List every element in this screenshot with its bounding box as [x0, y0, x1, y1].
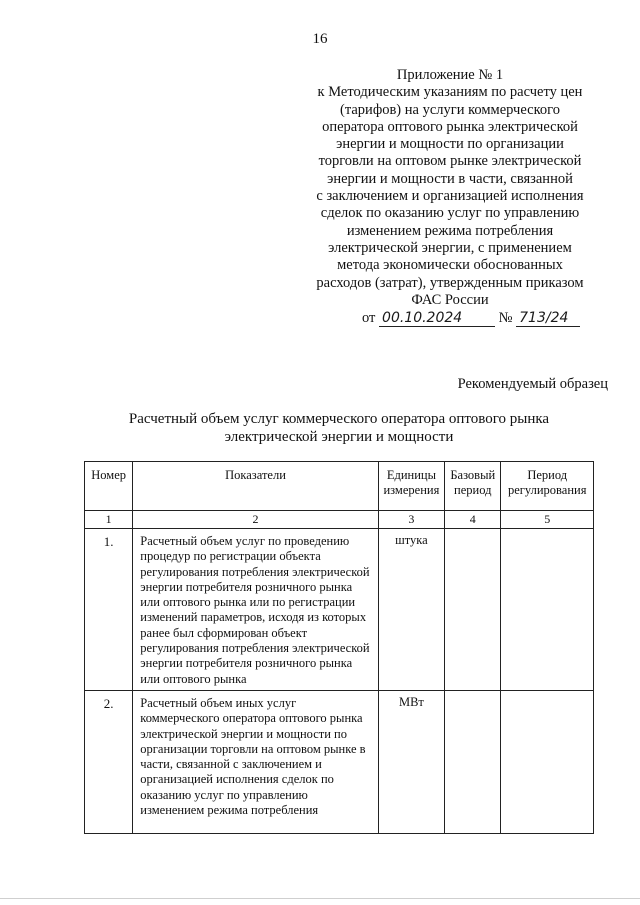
- appendix-line: с заключением и организацией исполнения: [316, 188, 584, 205]
- order-prefix: от: [362, 310, 376, 326]
- column-number: 5: [501, 511, 594, 529]
- row-unit: штука: [378, 529, 444, 691]
- order-number-label: №: [498, 310, 513, 326]
- column-number: 1: [85, 511, 133, 529]
- appendix-line: (тарифов) на услуги коммерческого: [340, 101, 560, 118]
- appendix-line: изменением режима потребления: [346, 222, 554, 239]
- header-regulation-period: Период регулирования: [501, 462, 594, 511]
- appendix-line: сделок по оказанию услуг по управлению: [320, 205, 580, 222]
- recommended-sample-label: Рекомендуемый образец: [457, 376, 608, 392]
- row-regulation-period: [501, 690, 594, 833]
- appendix-line: ФАС России: [411, 291, 489, 308]
- row-indicator: Расчетный объем иных услуг коммерческого оператора оптового рынка электрической энергии и мощности по организации торговли на оптовом рынке в части, связанной с заключением и организацией исполнения сделок по оказанию услуг по управлению изменением режима потребления: [133, 690, 378, 833]
- appendix-block: [300, 67, 600, 309]
- order-number-handwritten: 713/24: [516, 310, 580, 327]
- row-indicator: Расчетный объем услуг по проведению процедур по регистрации объекта регулирования потребления электрической энергии потребителя розничного рынка или оптового рынка или по регистрации изменений параметров, исходя из которых ранее был сформирован объект регулирования потребления электрической энергии потребителя розничного рынка или оптового рынка: [133, 529, 378, 691]
- appendix-line: Приложение № 1: [396, 67, 504, 83]
- appendix-line: энергии и мощности по организации: [336, 136, 564, 153]
- title-line-2: электрической энергии и мощности: [224, 428, 454, 445]
- order-date-handwritten: 00.10.2024: [379, 310, 495, 327]
- column-numbers-row: [85, 511, 594, 529]
- row-unit: МВт: [378, 690, 444, 833]
- order-reference: [362, 310, 580, 327]
- page-edge-divider: [0, 898, 640, 899]
- document-title: [100, 411, 578, 446]
- table-row: [85, 529, 594, 691]
- column-number: 4: [445, 511, 501, 529]
- appendix-line: к Методическим указаниям по расчету цен: [317, 84, 583, 101]
- row-regulation-period: [501, 529, 594, 691]
- table-row: [85, 690, 594, 833]
- appendix-line: электрической энергии, с применением: [328, 239, 572, 256]
- column-number: 2: [133, 511, 378, 529]
- row-base-period: [445, 529, 501, 691]
- header-number: Номер: [85, 462, 133, 511]
- appendix-line: энергии и мощности в части, связанной: [327, 170, 573, 187]
- header-indicators: Показатели: [133, 462, 378, 511]
- table-header-row: [85, 462, 594, 511]
- header-units: Единицы измерения: [378, 462, 444, 511]
- row-number: 1.: [85, 529, 133, 691]
- page-number: 16: [312, 31, 328, 47]
- column-number: 3: [378, 511, 444, 529]
- title-line-1: Расчетный объем услуг коммерческого оператора оптового рынка: [128, 411, 550, 427]
- appendix-line: расходов (затрат), утвержденным приказом: [316, 274, 584, 291]
- row-base-period: [445, 690, 501, 833]
- appendix-line: торговли на оптовом рынке электрической: [318, 153, 582, 170]
- appendix-line: метода экономически обоснованных: [337, 257, 563, 274]
- row-number: 2.: [85, 690, 133, 833]
- appendix-line: оператора оптового рынка электрической: [322, 118, 578, 135]
- header-base-period: Базовый период: [445, 462, 501, 511]
- indicators-table: [84, 461, 594, 834]
